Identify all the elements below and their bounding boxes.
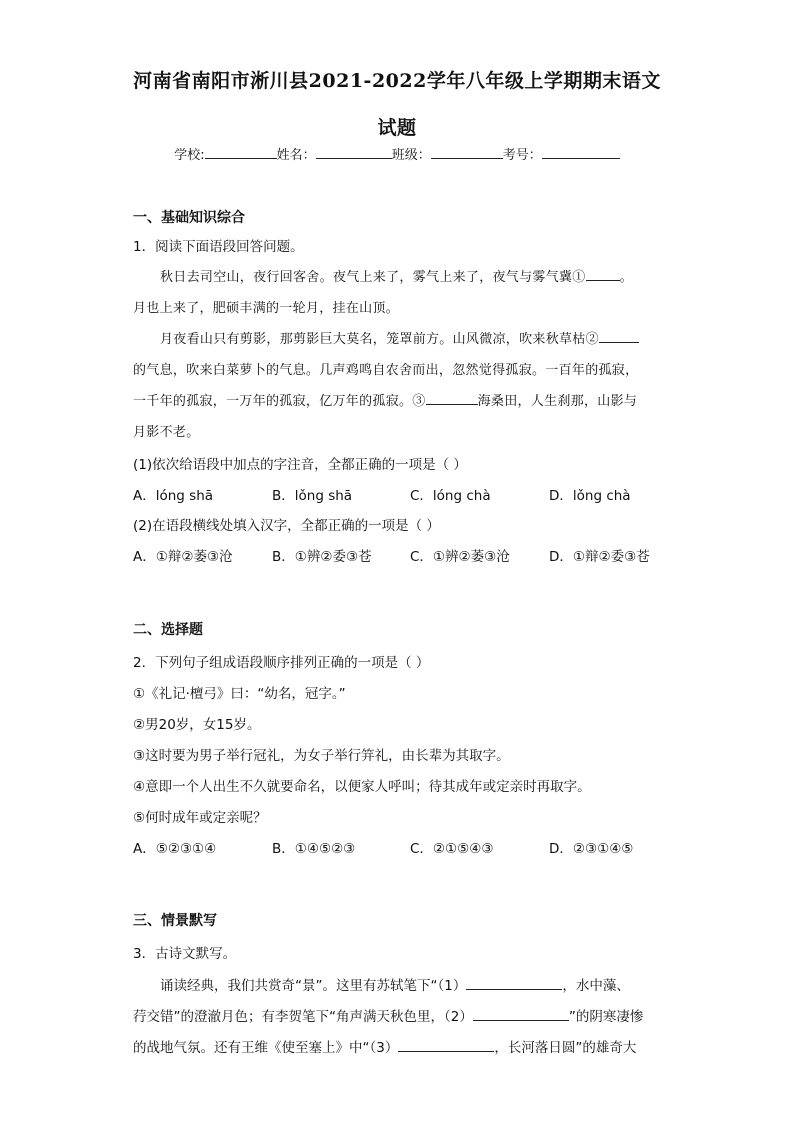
- recitation-line: [160, 974, 630, 994]
- section-2-heading: 二、选择题: [133, 622, 203, 638]
- exam-title: 河南省南阳市淅川县2021-2022学年八年级上学期期末语文: [133, 70, 661, 92]
- passage-text: 海桑田，人生刹那，山影与: [477, 394, 638, 409]
- exam-number-label: 考号：: [502, 148, 542, 163]
- sentence-item: ⑤何时成年或定亲呢？: [133, 810, 267, 826]
- fill-blank-3[interactable]: [426, 391, 478, 405]
- passage-text: 。: [619, 270, 633, 285]
- answer-blank-3[interactable]: [398, 1038, 494, 1052]
- fill-blank-1[interactable]: [586, 267, 620, 281]
- option-d[interactable]: D．②③①④⑤: [549, 841, 634, 857]
- option-d[interactable]: D．①辩②委③苍: [549, 549, 650, 565]
- exam-title-continued: 试题: [377, 117, 417, 139]
- question-1-prompt: 1．阅读下面语段回答问题。: [133, 239, 304, 255]
- exam-number-blank[interactable]: [542, 144, 620, 159]
- option-a[interactable]: A．⑤②③①④: [133, 841, 217, 857]
- answer-blank-2[interactable]: [473, 1007, 569, 1021]
- section-3-heading: 三、情景默写: [133, 913, 217, 929]
- sentence-item: ②男20岁，女15岁。: [133, 717, 261, 733]
- option-b[interactable]: B．①辨②委③苍: [272, 549, 372, 565]
- question-3-prompt: 3．古诗文默写。: [133, 946, 237, 962]
- passage-text: 秋日去司空山，夜行回客舍。夜气上来了，雾气上来了，夜气与雾气冀①: [160, 270, 586, 285]
- question-2-prompt: 2．下列句子组成语段顺序排列正确的一项是（ ）: [133, 655, 430, 671]
- recitation-line: [133, 1005, 643, 1025]
- recitation-text: 诵读经典，我们共赏奇“景”。这里有苏轼笔下“（1）: [160, 978, 467, 994]
- student-info-line: [0, 144, 794, 163]
- passage-line: [160, 266, 633, 285]
- option-c[interactable]: C．lóng chà: [410, 488, 491, 504]
- fill-blank-2[interactable]: [599, 329, 639, 343]
- recitation-text: 的战地气氛。还有王维《使至塞上》中“（3）: [133, 1040, 399, 1056]
- option-d[interactable]: D．lǒng chà: [549, 488, 631, 504]
- passage-text: 一千年的孤寂，一万年的孤寂，亿万年的孤寂。③: [133, 394, 426, 409]
- option-c[interactable]: C．①辨②萎③沧: [410, 549, 510, 565]
- name-label: 姓名：: [276, 148, 316, 163]
- option-c[interactable]: C．②①⑤④③: [410, 841, 494, 857]
- sentence-item: ④意即一个人出生不久就要命名，以便家人呼叫；待其成年或定亲时再取字。: [133, 779, 591, 795]
- passage-line: [160, 328, 639, 347]
- option-b[interactable]: B．lǒng shā: [272, 488, 353, 504]
- school-label: 学校:: [174, 148, 205, 163]
- recitation-text: ，长河落日圆”的雄奇大: [494, 1040, 637, 1056]
- name-blank[interactable]: [316, 144, 392, 159]
- option-b[interactable]: B．①④⑤②③: [272, 841, 356, 857]
- option-a[interactable]: A．①辩②萎③沧: [133, 549, 233, 565]
- passage-line: 月也上来了，肥硕丰满的一轮月，挂在山顶。: [133, 301, 400, 316]
- option-a[interactable]: A．lóng shā: [133, 488, 214, 504]
- sentence-item: ③这时要为男子举行冠礼，为女子举行笄礼，由长辈为其取字。: [133, 748, 510, 764]
- recitation-line: [133, 1036, 636, 1056]
- passage-line: [133, 390, 637, 409]
- section-1-heading: 一、基础知识综合: [133, 210, 245, 226]
- class-label: 班级：: [391, 148, 431, 163]
- class-blank[interactable]: [431, 144, 503, 159]
- passage-line: 月影不老。: [133, 425, 200, 440]
- passage-text: 月夜看山只有剪影，那剪影巨大莫名，笼罩前方。山风微凉，吹来秋草枯②: [160, 332, 599, 347]
- passage-line: 的气息，吹来白菜萝卜的气息。几声鸡鸣自农舍而出，忽然觉得孤寂。一百年的孤寂，: [133, 363, 639, 378]
- subquestion-1: (1)依次给语段中加点的字注音，全都正确的一项是（ ）: [133, 457, 467, 473]
- recitation-text: ”的阴寒凄惨: [568, 1009, 644, 1025]
- sentence-item: ①《礼记·檀弓》曰：“幼名，冠字。”: [133, 686, 346, 702]
- subquestion-2: (2)在语段横线处填入汉字，全都正确的一项是（ ）: [133, 518, 440, 534]
- answer-blank-1[interactable]: [466, 976, 562, 990]
- school-blank[interactable]: [205, 144, 277, 159]
- recitation-text: 荇交错”的澄澈月色；有李贺笔下“角声满天秋色里，（2）: [133, 1009, 473, 1025]
- recitation-text: ，水中藻、: [562, 978, 630, 994]
